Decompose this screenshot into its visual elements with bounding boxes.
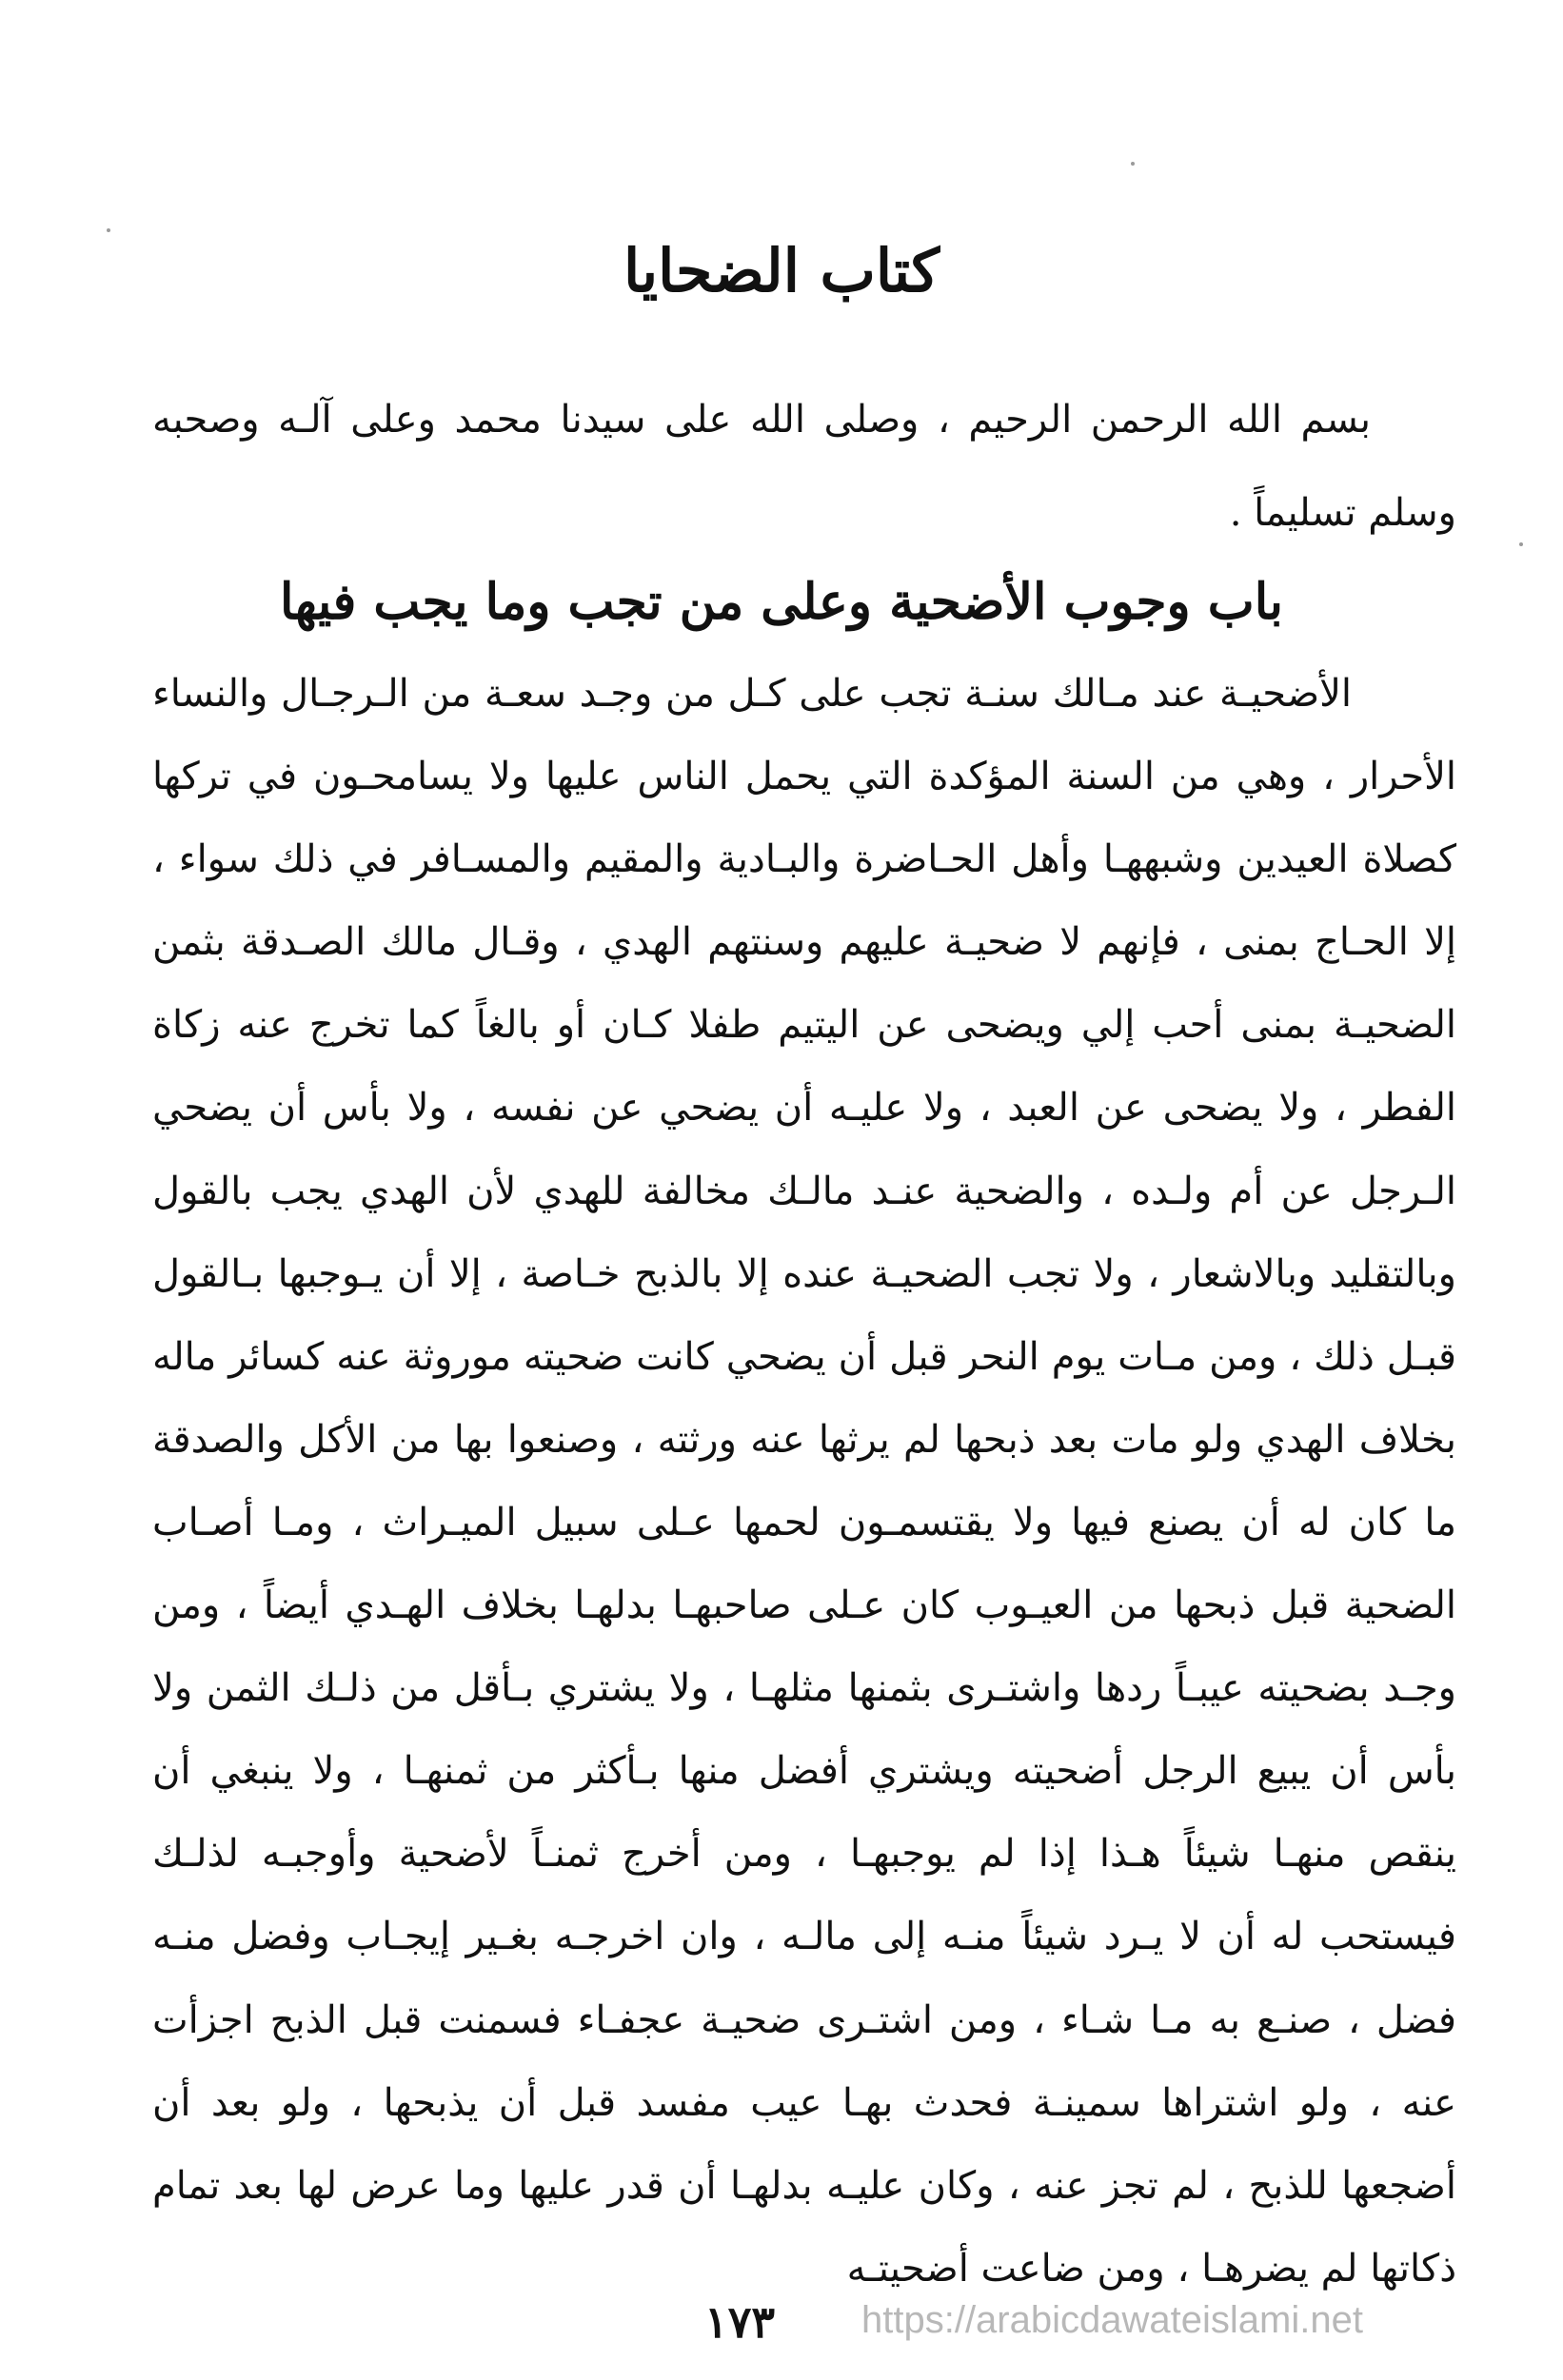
scan-speck: [1131, 162, 1135, 166]
scan-speck: [1519, 542, 1523, 546]
page-footer: [0, 2284, 1563, 2360]
page-number: ١٧٣: [704, 2296, 776, 2348]
basmala-paragraph: بسم الله الرحمن الرحيم ، وصلى الله على سيدنا محمد وعلى آلـه وصحبه وسلم تسليماً .: [152, 398, 1456, 535]
watermark-url: https://arabicdawateislami.net: [861, 2299, 1363, 2341]
chapter-title: باب وجوب الأضحية وعلى من تجب وما يجب فيها: [279, 573, 1284, 631]
book-title: كتاب الضحايا: [623, 236, 940, 305]
body-paragraph: الأضحيـة عند مـالك سنـة تجب على كـل من وجـد سعـة من الـرجـال والنساء الأحرار ، وهي من السنة المؤكدة التي يحمل الناس عليها ولا يسامحـون في تركها كصلاة العيدين وشبههـا وأهل الحـاضرة والبـادية والمقيم والمسـافر في ذلك سواء ، إلا الحـاج بمنى ، فإنهم لا ضحيـة عليهم وسنتهم الهدي ، وقـال مالك الصـدقة بثمن الضحيـة بمنى أحب إلي ويضحى عن اليتيم طفلا كـان أو بالغاً كما تخرج عنه زكاة الفطر ، ولا يضحى عن العبد ، ولا عليـه أن يضحي عن نفسه ، ولا بأس أن يضحي الـرجل عن أم ولـده ، والضحية عنـد مالـك مخالفة للهدي لأن الهدي يجب بالقول وبالتقليد وبالاشعار ، ولا تجب الضحيـة عنده إلا بالذبح خـاصة ، إلا أن يـوجبها بـالقول قبـل ذلك ، ومن مـات يوم النحر قبل أن يضحي كانت ضحيته موروثة عنه كسائر ماله بخلاف الهدي ولو مات بعد ذبحها لم يرثها عنه ورثته ، وصنعوا بها من الأكل والصدقة ما كان له أن يصنع فيها ولا يقتسمـون لحمها عـلى سبيل الميـراث ، ومـا أصـاب الضحية قبل ذبحها من العيـوب كان عـلى صاحبهـا بدلهـا بخلاف الهـدي أيضاً ، ومن وجـد بضحيته عيبـاً ردها واشتـرى بثمنها مثلهـا ، ولا يشتري بـأقل من ذلـك الثمن ولا بأس أن يبيع الرجل أضحيته ويشتري أفضل منها بـأكثر من ثمنهـا ، ولا ينبغي أن ينقص منهـا شيئاً هـذا إذا لم يوجبهـا ، ومن أخرج ثمنـاً لأضحية وأوجبـه لذلـك فيستحب له أن لا يـرد شيئاً منـه إلى مالـه ، وان اخرجـه بغـير إيجـاب وفضل منـه فضل ، صنـع به مـا شـاء ، ومن اشتـرى ضحيـة عجفـاء فسمنت قبل الذبح اجزأت عنه ، ولو اشتراها سمينـة فحدث بهـا عيب مفسد قبل أن يذبحها ، ولو بعد أن أضجعها للذبح ، لم تجز عنه ، وكان عليـه بدلهـا أن قدر عليها وما عرض لها بعد تمام ذكاتها لم يضرهـا ، ومن ضاعت أضحيتـه: [152, 672, 1457, 2291]
